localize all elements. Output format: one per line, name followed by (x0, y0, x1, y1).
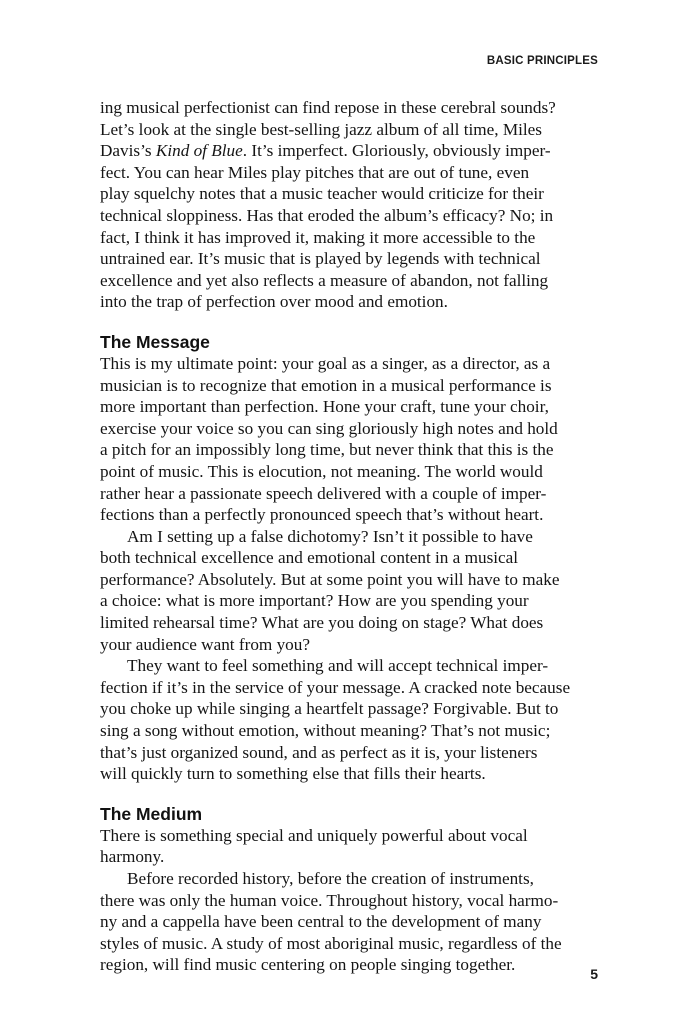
text-fragment: Davis’s (100, 141, 156, 161)
intro-paragraph (100, 97, 600, 313)
text-line: play squelchy notes that a music teacher would criticize for their (100, 184, 544, 204)
text-line: will quickly turn to something else that fills their hearts. (100, 764, 486, 784)
text-line: more important than perfection. Hone your craft, tune your choir, (100, 397, 549, 417)
text-line: you choke up while singing a heartfelt passage? Forgivable. But to (100, 699, 559, 719)
body-text (100, 97, 600, 976)
text-line: untrained ear. It’s music that is played by legends with technical (100, 249, 541, 269)
section-heading-message: The Message (100, 331, 210, 352)
text-line: your audience want from you? (100, 634, 310, 654)
text-line: There is something special and uniquely powerful about vocal (100, 825, 528, 845)
text-line: styles of music. A study of most aboriginal music, regardless of the (100, 933, 562, 953)
text-line: limited rehearsal time? What are you doing on stage? What does (100, 613, 544, 633)
text-line: fection if it’s in the service of your message. A cracked note because (100, 677, 571, 697)
running-head: BASIC PRINCIPLES (486, 55, 598, 67)
text-line: a pitch for an impossibly long time, but never think that this is the (100, 440, 554, 460)
text-line: a choice: what is more important? How are you spending your (100, 591, 529, 611)
text-line (100, 140, 600, 162)
text-line: there was only the human voice. Throughout history, vocal harmo- (100, 890, 559, 910)
text-line: Before recorded history, before the creation of instruments, (127, 869, 534, 888)
text-line: performance? Absolutely. But at some point you will have to make (100, 569, 560, 589)
text-line: technical sloppiness. Has that eroded the album’s efficacy? No; in (100, 205, 554, 225)
text-line: point of music. This is elocution, not meaning. The world would (100, 461, 543, 481)
section-heading-medium: The Medium (100, 803, 203, 824)
message-paragraph-1 (100, 353, 600, 526)
message-paragraph-3 (100, 655, 600, 785)
text-line: rather hear a passionate speech delivered with a couple of imper- (100, 483, 547, 503)
text-line: ny and a cappella have been central to the development of many (100, 912, 542, 932)
text-line: musician is to recognize that emotion in a musical performance is (100, 375, 552, 395)
text-line: They want to feel something and will accept technical imper- (127, 656, 549, 676)
medium-paragraph-2 (100, 868, 600, 976)
text-line: Am I setting up a false dichotomy? Isn’t it possible to have (127, 526, 533, 546)
page-number: 5 (590, 966, 598, 982)
text-line: fect. You can hear Miles play pitches that are out of tune, even (100, 162, 530, 182)
text-fragment: . It’s imperfect. Gloriously, obviously imper- (242, 141, 551, 161)
message-paragraph-2 (100, 526, 600, 656)
medium-paragraph-1 (100, 825, 600, 868)
text-line: that’s just organized sound, and as perfect as it is, your listeners (100, 742, 538, 762)
text-line: ing musical perfectionist can find repose in these cerebral sounds? (100, 98, 556, 117)
text-line: exercise your voice so you can sing gloriously high notes and hold (100, 418, 558, 438)
text-line: This is my ultimate point: your goal as a singer, as a director, as a (100, 353, 551, 373)
text-line: fections than a perfectly pronounced speech that’s without heart. (100, 505, 544, 525)
text-line: fact, I think it has improved it, making it more accessible to the (100, 227, 536, 247)
text-line: both technical excellence and emotional content in a musical (100, 548, 519, 568)
text-line: harmony. (100, 847, 165, 867)
text-line: sing a song without emotion, without meaning? That’s not music; (100, 721, 551, 741)
text-line: excellence and yet also reflects a measure of abandon, not falling (100, 270, 549, 290)
text-line: into the trap of perfection over mood and emotion. (100, 292, 448, 312)
text-line: region, will find music centering on people singing together. (100, 955, 516, 975)
album-title: Kind of Blue (155, 141, 243, 161)
text-line: Let’s look at the single best-selling jazz album of all time, Miles (100, 119, 542, 139)
